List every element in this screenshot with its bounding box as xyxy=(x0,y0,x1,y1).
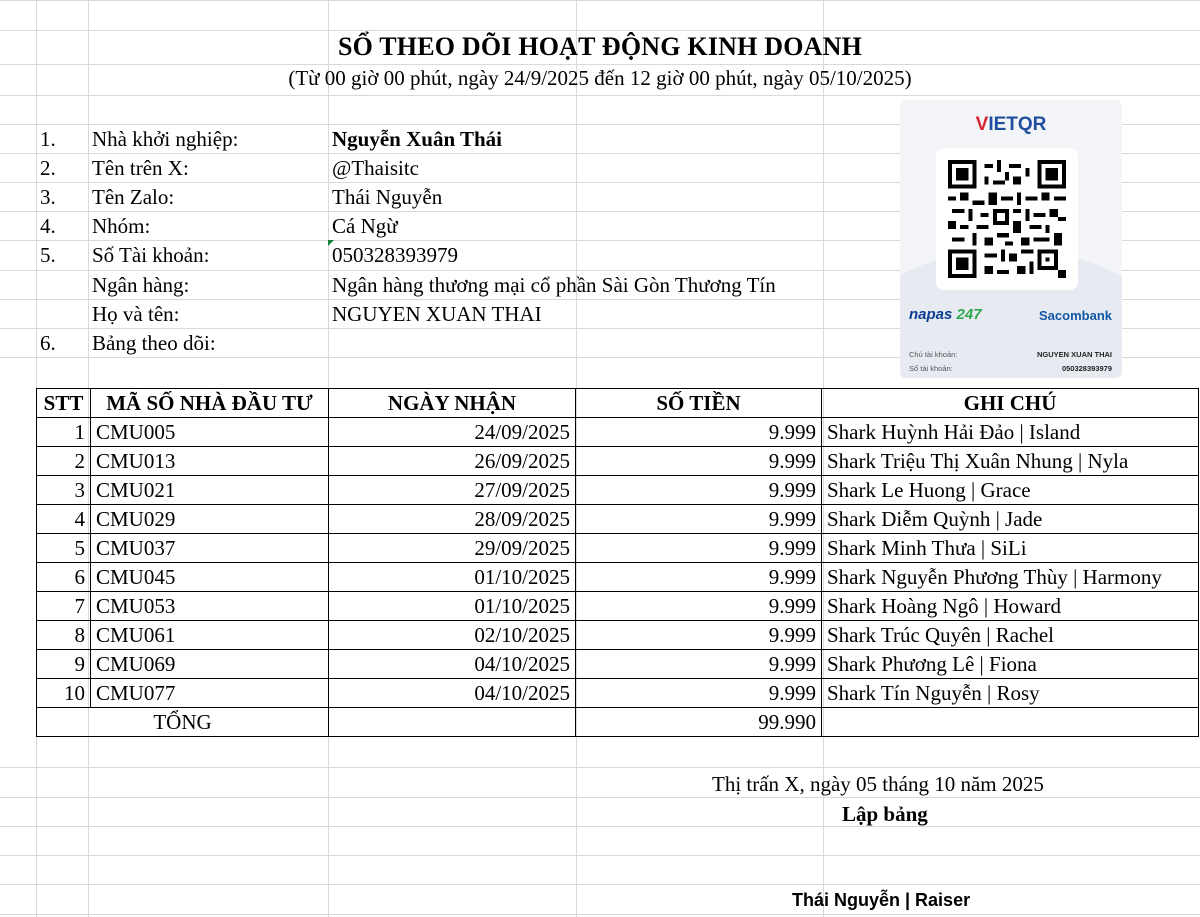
table-row xyxy=(37,505,1199,534)
info-number: 3. xyxy=(40,185,56,209)
row-investor-code: CMU013 xyxy=(91,447,329,476)
total-label: TỔNG xyxy=(37,708,329,737)
row-amount: 9.999 xyxy=(576,563,822,592)
row-investor-code: CMU005 xyxy=(91,418,329,447)
info-value: Nguyễn Xuân Thái xyxy=(332,127,503,151)
row-amount: 9.999 xyxy=(576,592,822,621)
total-note-empty xyxy=(822,708,1199,737)
row-date: 26/09/2025 xyxy=(329,447,576,476)
info-row-bank xyxy=(0,270,900,299)
header-date: NGÀY NHẬN xyxy=(329,389,576,418)
row-date: 24/09/2025 xyxy=(329,418,576,447)
row-note: Shark Nguyễn Phương Thùy | Harmony xyxy=(822,563,1199,592)
page-subtitle: (Từ 00 giờ 00 phút, ngày 24/9/2025 đến 12 giờ 00 phút, ngày 05/10/2025) xyxy=(288,66,912,90)
info-label: Nhà khởi nghiệp: xyxy=(92,127,239,151)
ledger-table xyxy=(36,388,1199,737)
info-row-x-name xyxy=(0,153,900,182)
vietqr-logo: VIETQR xyxy=(975,114,1047,135)
header-stt: STT xyxy=(37,389,91,418)
row-amount: 9.999 xyxy=(576,650,822,679)
vietqr-card xyxy=(900,100,1122,378)
row-note: Shark Trúc Quyên | Rachel xyxy=(822,621,1199,650)
info-value: @Thaisitc xyxy=(332,156,419,180)
info-label: Bảng theo dõi: xyxy=(92,331,216,355)
row-stt: 9 xyxy=(37,650,91,679)
row-date: 28/09/2025 xyxy=(329,505,576,534)
row-date: 04/10/2025 xyxy=(329,679,576,708)
page-title: SỔ THEO DÕI HOẠT ĐỘNG KINH DOANH xyxy=(337,32,863,61)
row-note: Shark Triệu Thị Xuân Nhung | Nyla xyxy=(822,447,1199,476)
info-label: Họ và tên: xyxy=(92,302,180,326)
row-investor-code: CMU045 xyxy=(91,563,329,592)
row-amount: 9.999 xyxy=(576,621,822,650)
row-amount: 9.999 xyxy=(576,505,822,534)
info-row-group xyxy=(0,211,900,240)
row-note: Shark Hoàng Ngô | Howard xyxy=(822,592,1199,621)
info-label: Tên Zalo: xyxy=(92,185,175,209)
row-stt: 6 xyxy=(37,563,91,592)
table-row xyxy=(37,650,1199,679)
info-value: NGUYEN XUAN THAI xyxy=(332,302,542,326)
row-investor-code: CMU037 xyxy=(91,534,329,563)
total-value: 99.990 xyxy=(576,708,822,737)
info-number: 5. xyxy=(40,243,56,267)
row-investor-code: CMU061 xyxy=(91,621,329,650)
maker-label: Lập bảng xyxy=(842,802,928,826)
row-investor-code: CMU077 xyxy=(91,679,329,708)
total-date-empty xyxy=(329,708,576,737)
row-stt: 10 xyxy=(37,679,91,708)
info-number: 6. xyxy=(40,331,56,355)
info-row-account xyxy=(0,240,900,269)
header-investor-code: MÃ SỐ NHÀ ĐẦU TƯ xyxy=(91,389,329,418)
info-value: 050328393979 xyxy=(332,243,458,267)
info-value: Thái Nguyễn xyxy=(332,185,443,209)
row-stt: 4 xyxy=(37,505,91,534)
row-investor-code: CMU053 xyxy=(91,592,329,621)
row-stt: 8 xyxy=(37,621,91,650)
row-date: 02/10/2025 xyxy=(329,621,576,650)
row-date: 04/10/2025 xyxy=(329,650,576,679)
row-amount: 9.999 xyxy=(576,418,822,447)
row-note: Shark Phương Lê | Fiona xyxy=(822,650,1199,679)
table-header-row xyxy=(37,389,1199,418)
row-note: Shark Le Huong | Grace xyxy=(822,476,1199,505)
row-investor-code: CMU069 xyxy=(91,650,329,679)
row-amount: 9.999 xyxy=(576,534,822,563)
row-amount: 9.999 xyxy=(576,679,822,708)
table-total-row xyxy=(37,708,1199,737)
row-date: 27/09/2025 xyxy=(329,476,576,505)
table-row xyxy=(37,534,1199,563)
table-row xyxy=(37,563,1199,592)
info-label: Ngân hàng: xyxy=(92,273,190,297)
row-stt: 1 xyxy=(37,418,91,447)
info-number: 1. xyxy=(40,127,56,151)
table-row xyxy=(37,621,1199,650)
row-stt: 2 xyxy=(37,447,91,476)
napas-logo: napas 247 xyxy=(909,306,982,323)
sacombank-logo: Sacombank xyxy=(1039,308,1112,323)
row-note: Shark Diễm Quỳnh | Jade xyxy=(822,505,1199,534)
table-row xyxy=(37,592,1199,621)
row-stt: 3 xyxy=(37,476,91,505)
place-date: Thị trấn X, ngày 05 tháng 10 năm 2025 xyxy=(712,772,1044,796)
row-note: Shark Minh Thư​a | SiLi xyxy=(822,534,1199,563)
row-stt: 5 xyxy=(37,534,91,563)
header-note: GHI CHÚ xyxy=(822,389,1199,418)
info-row-tracking xyxy=(0,328,900,357)
info-number: 2. xyxy=(40,156,56,180)
info-row-founder xyxy=(0,124,900,153)
qr-account: Số tài khoản: 050328393979 xyxy=(909,364,1112,373)
row-stt: 7 xyxy=(37,592,91,621)
info-label: Tên trên X: xyxy=(92,156,189,180)
info-row-zalo xyxy=(0,182,900,211)
signature: Thái Nguyễn | Raiser xyxy=(792,890,971,910)
info-label: Số Tài khoản: xyxy=(92,243,210,267)
row-investor-code: CMU021 xyxy=(91,476,329,505)
row-date: 29/09/2025 xyxy=(329,534,576,563)
row-investor-code: CMU029 xyxy=(91,505,329,534)
row-date: 01/10/2025 xyxy=(329,592,576,621)
row-note: Shark Huỳnh Hải Đảo | Island xyxy=(822,418,1199,447)
header-amount: SỐ TIỀN xyxy=(576,389,822,418)
row-note: Shark Tín Nguyễn | Rosy xyxy=(822,679,1199,708)
row-amount: 9.999 xyxy=(576,476,822,505)
table-row xyxy=(37,679,1199,708)
table-row xyxy=(37,418,1199,447)
table-row xyxy=(37,447,1199,476)
cell-comment-indicator xyxy=(328,240,334,246)
qr-owner: Chủ tài khoản: NGUYEN XUAN THAI xyxy=(909,350,1112,359)
row-date: 01/10/2025 xyxy=(329,563,576,592)
info-number: 4. xyxy=(40,214,56,238)
table-row xyxy=(37,476,1199,505)
qr-code-icon xyxy=(936,148,1078,290)
row-amount: 9.999 xyxy=(576,447,822,476)
info-label: Nhóm: xyxy=(92,214,151,238)
info-value: Cá Ngừ xyxy=(332,214,398,238)
info-row-holder xyxy=(0,299,900,328)
info-value: Ngân hàng thương mại cổ phần Sài Gòn Thương Tín xyxy=(332,273,776,297)
